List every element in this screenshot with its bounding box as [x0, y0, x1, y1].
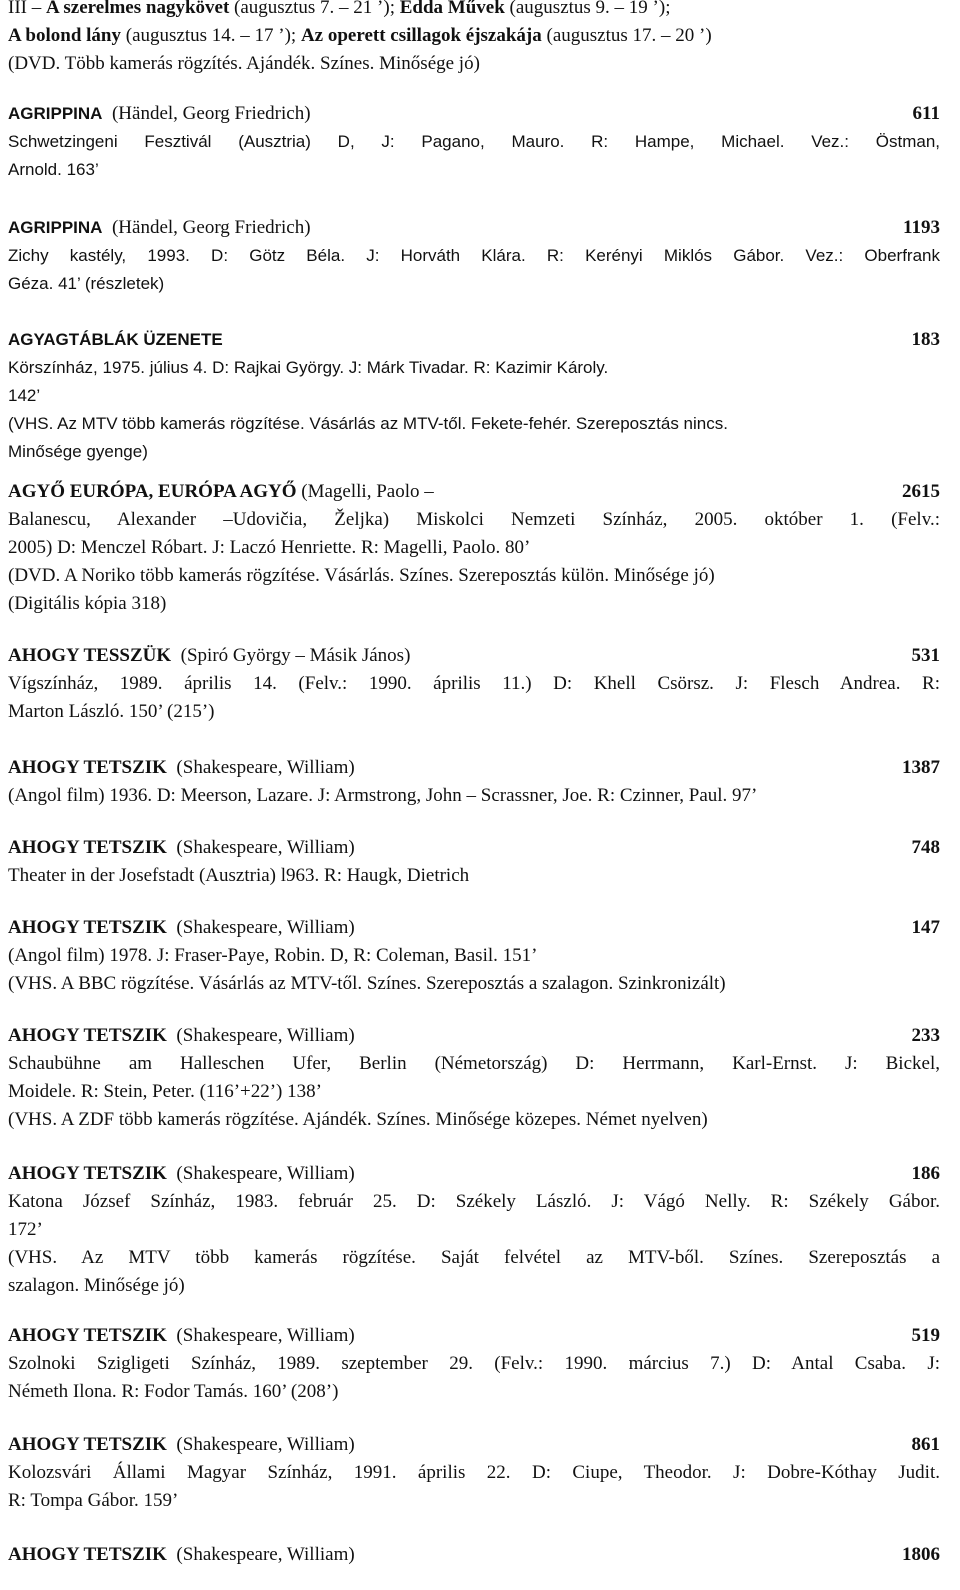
entry-detail-line: (Angol film) 1936. D: Meerson, Lazare. J: Armstrong, John – Scrassner, Joe. R: Czinner, Paul. 97’	[8, 785, 758, 806]
entry-detail-line: (Digitális kópia 318)	[8, 593, 167, 614]
entry-heading	[8, 478, 940, 506]
entry-heading	[8, 754, 940, 782]
entry-number: 519	[911, 1325, 940, 1346]
entry-detail-line: 172’	[8, 1219, 43, 1240]
entry-author: (Shakespeare, William)	[166, 1025, 355, 1046]
entry-number: 1387	[902, 757, 940, 778]
entry-author: (Magelli, Paolo –	[296, 481, 434, 502]
entry-detail-line: Szolnoki Szigligeti Színház, 1989. szeptember 29. (Felv.: 1990. március 7.) D: Antal Csaba. J:	[8, 1353, 940, 1374]
entry-title: AHOGY TETSZIK	[8, 1544, 167, 1565]
catalog-entry	[8, 326, 940, 466]
intro-line-1: III – A szerelmes nagykövet (augusztus 7. – 21 ’); Edda Művek (augusztus 9. – 19 ’);	[8, 0, 671, 18]
entry-detail-line: Minősége gyenge)	[8, 442, 148, 461]
entry-title: AHOGY TETSZIK	[8, 1434, 167, 1455]
entry-detail-line: Schwetzingeni Fesztivál (Ausztria) D, J: Pagano, Mauro. R: Hampe, Michael. Vez.: Östman,	[8, 132, 940, 151]
entry-detail-line: Kolozsvári Állami Magyar Színház, 1991. április 22. D: Ciupe, Theodor. J: Dobre-Kóthay Judit.	[8, 1462, 940, 1483]
entry-title: AHOGY TETSZIK	[8, 1325, 167, 1346]
entry-heading	[8, 1160, 940, 1188]
entry-detail-line: Németh Ilona. R: Fodor Tamás. 160’ (208’)	[8, 1381, 339, 1402]
catalog-entry	[8, 100, 940, 184]
catalog-entry	[8, 1322, 940, 1406]
entry-heading	[8, 914, 940, 942]
entry-number: 1193	[903, 217, 940, 238]
entry-detail-line: (DVD. A Noriko több kamerás rögzítése. Vásárlás. Színes. Szereposztás külön. Minősége jó)	[8, 565, 715, 586]
entry-title: AHOGY TETSZIK	[8, 1025, 167, 1046]
entry-author: (Shakespeare, William)	[166, 1325, 355, 1346]
entry-title: AGRIPPINA	[8, 218, 103, 237]
entry-heading	[8, 1431, 940, 1459]
entry-author: (Shakespeare, William)	[166, 757, 355, 778]
entry-detail-line: Katona József Színház, 1983. február 25. D: Székely László. J: Vágó Nelly. R: Székely Gábor.	[8, 1191, 940, 1212]
entry-detail-line: (Angol film) 1978. J: Fraser-Paye, Robin. D, R: Coleman, Basil. 151’	[8, 945, 538, 966]
catalog-entry	[8, 478, 940, 618]
entry-title: AHOGY TETSZIK	[8, 1163, 167, 1184]
catalog-entry	[8, 914, 940, 998]
entry-title: AHOGY TETSZIK	[8, 757, 167, 778]
entry-author: (Shakespeare, William)	[166, 1434, 355, 1455]
entry-number: 147	[911, 917, 940, 938]
catalog-entry	[8, 214, 940, 298]
entry-heading	[8, 1322, 940, 1350]
entry-heading	[8, 1541, 940, 1569]
entry-title: AGRIPPINA	[8, 104, 103, 123]
entry-author: (Shakespeare, William)	[166, 1163, 355, 1184]
entry-heading	[8, 1022, 940, 1050]
entry-author: (Händel, Georg Friedrich)	[102, 217, 311, 238]
entry-heading	[8, 326, 940, 354]
entry-author: (Spiró György – Másik János)	[171, 645, 411, 666]
entry-author: (Shakespeare, William)	[166, 837, 355, 858]
entry-detail-line: 142’	[8, 386, 41, 405]
entry-detail-line: (VHS. A BBC rögzítése. Vásárlás az MTV-től. Színes. Szereposztás a szalagon. Szinkronizált)	[8, 973, 726, 994]
entry-number: 861	[911, 1434, 940, 1455]
entry-detail-line: (VHS. A ZDF több kamerás rögzítése. Ajándék. Színes. Minősége közepes. Német nyelven)	[8, 1109, 708, 1130]
entry-detail-line: R: Tompa Gábor. 159’	[8, 1490, 179, 1511]
entry-detail-line: Zichy kastély, 1993. D: Götz Béla. J: Horváth Klára. R: Kerényi Miklós Gábor. Vez.: Oberfrank	[8, 246, 940, 265]
entry-author: (Shakespeare, William)	[166, 917, 355, 938]
intro-line-2: A bolond lány (augusztus 14. – 17 ’); Az operett csillagok éjszakája (augusztus 17. – 20 ’)	[8, 25, 712, 46]
entry-author: (Händel, Georg Friedrich)	[102, 103, 311, 124]
intro-line-3: (DVD. Több kamerás rögzítés. Ajándék. Színes. Minősége jó)	[8, 53, 480, 74]
entry-number: 1806	[902, 1544, 940, 1565]
entry-heading	[8, 214, 940, 242]
entry-heading	[8, 642, 940, 670]
entry-number: 748	[911, 837, 940, 858]
entry-number: 531	[911, 645, 940, 666]
entry-number: 186	[911, 1163, 940, 1184]
entry-number: 233	[911, 1025, 940, 1046]
entry-title: AHOGY TETSZIK	[8, 837, 167, 858]
entry-author: (Shakespeare, William)	[166, 1544, 355, 1565]
entry-detail-line: Körszínház, 1975. július 4. D: Rajkai György. J: Márk Tivadar. R: Kazimir Károly.	[8, 358, 609, 377]
catalog-entry	[8, 1022, 940, 1134]
catalog-entry	[8, 1431, 940, 1515]
entry-heading	[8, 100, 940, 128]
catalog-entry	[8, 834, 940, 890]
catalog-entry	[8, 754, 940, 810]
entry-title: AHOGY TESSZÜK	[8, 645, 172, 666]
entry-title: AGYŐ EURÓPA, EURÓPA AGYŐ	[8, 481, 297, 502]
entry-detail-line: (VHS. Az MTV több kamerás rögzítése. Saját felvétel az MTV-ből. Színes. Szereposztás a	[8, 1247, 940, 1268]
entry-number: 183	[911, 329, 940, 350]
entry-detail-line: Theater in der Josefstadt (Ausztria) l963. R: Haugk, Dietrich	[8, 865, 470, 886]
entry-detail-line: Schaubühne am Halleschen Ufer, Berlin (Németország) D: Herrmann, Karl-Ernst. J: Bickel,	[8, 1053, 940, 1074]
entry-detail-line: Marton László. 150’ (215’)	[8, 701, 215, 722]
catalog-entry	[8, 1160, 940, 1300]
entry-number: 2615	[902, 481, 940, 502]
entry-detail-line: Arnold. 163’	[8, 160, 99, 179]
catalog-entry	[8, 1541, 940, 1569]
entry-detail-line: szalagon. Minősége jó)	[8, 1275, 185, 1296]
entry-detail-line: Moidele. R: Stein, Peter. (116’+22’) 138’	[8, 1081, 322, 1102]
intro-block	[8, 0, 940, 78]
entry-detail-line: (VHS. Az MTV több kamerás rögzítése. Vásárlás az MTV-től. Fekete-fehér. Szereposztás nincs.	[8, 414, 728, 433]
entry-number: 611	[912, 103, 940, 124]
entry-heading	[8, 834, 940, 862]
entry-detail-line: 2005) D: Menczel Róbart. J: Laczó Henriette. R: Magelli, Paolo. 80’	[8, 537, 531, 558]
entry-detail-line: Vígszínház, 1989. április 14. (Felv.: 1990. április 11.) D: Khell Csörsz. J: Flesch Andrea. R:	[8, 673, 940, 694]
entry-detail-line: Géza. 41’ (részletek)	[8, 274, 165, 293]
entry-title: AHOGY TETSZIK	[8, 917, 167, 938]
catalog-entry	[8, 642, 940, 726]
entry-title: AGYAGTÁBLÁK ÜZENETE	[8, 330, 223, 349]
entry-detail-line: Balanescu, Alexander –Udovičia, Željka) Miskolci Nemzeti Színház, 2005. október 1. (Felv.:	[8, 509, 940, 530]
